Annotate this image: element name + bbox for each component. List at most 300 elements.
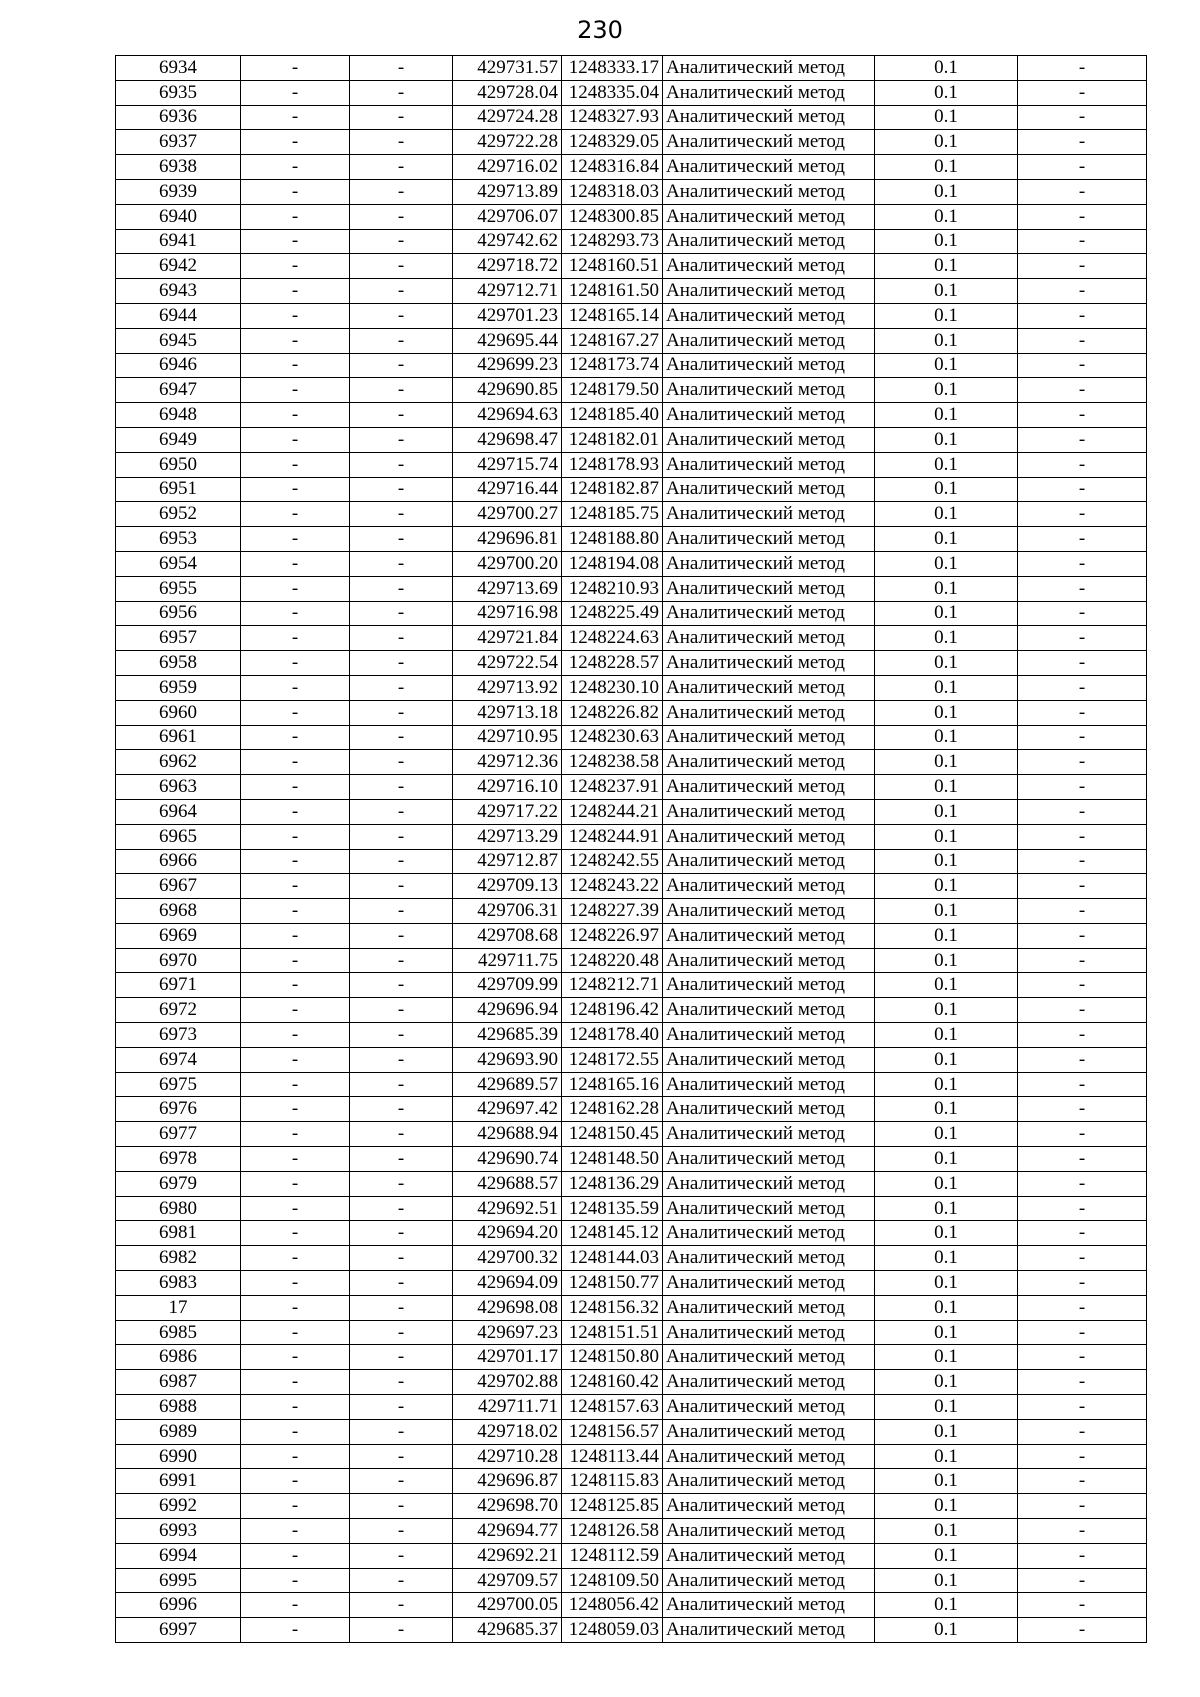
col-a-cell: - [241, 1593, 350, 1618]
y-coordinate-cell: 1248226.97 [562, 923, 663, 948]
point-id-cell: 6988 [116, 1395, 241, 1420]
note-cell: - [1018, 1221, 1147, 1246]
col-a-cell: - [241, 998, 350, 1023]
col-b-cell: - [350, 328, 453, 353]
col-b-cell: - [350, 973, 453, 998]
note-cell: - [1018, 477, 1147, 502]
col-b-cell: - [350, 105, 453, 130]
note-cell: - [1018, 1519, 1147, 1544]
note-cell: - [1018, 328, 1147, 353]
y-coordinate-cell: 1248318.03 [562, 179, 663, 204]
error-cell: 0.1 [875, 1543, 1018, 1568]
col-b-cell: - [350, 1370, 453, 1395]
table-row [116, 477, 1147, 502]
x-coordinate-cell: 429688.94 [453, 1122, 562, 1147]
note-cell: - [1018, 403, 1147, 428]
col-b-cell: - [350, 1246, 453, 1271]
x-coordinate-cell: 429689.57 [453, 1072, 562, 1097]
col-b-cell: - [350, 576, 453, 601]
point-id-cell: 6980 [116, 1196, 241, 1221]
point-id-cell: 6975 [116, 1072, 241, 1097]
error-cell: 0.1 [875, 973, 1018, 998]
error-cell: 0.1 [875, 576, 1018, 601]
x-coordinate-cell: 429716.02 [453, 155, 562, 180]
error-cell: 0.1 [875, 1345, 1018, 1370]
error-cell: 0.1 [875, 551, 1018, 576]
table-row [116, 551, 1147, 576]
method-cell: Аналитический метод [663, 626, 875, 651]
col-a-cell: - [241, 675, 350, 700]
y-coordinate-cell: 1248157.63 [562, 1395, 663, 1420]
table-row [116, 527, 1147, 552]
col-b-cell: - [350, 477, 453, 502]
table-body [116, 56, 1147, 1643]
point-id-cell: 6973 [116, 1023, 241, 1048]
x-coordinate-cell: 429685.37 [453, 1618, 562, 1643]
point-id-cell: 6987 [116, 1370, 241, 1395]
method-cell: Аналитический метод [663, 923, 875, 948]
x-coordinate-cell: 429728.04 [453, 80, 562, 105]
note-cell: - [1018, 1271, 1147, 1296]
error-cell: 0.1 [875, 1047, 1018, 1072]
note-cell: - [1018, 899, 1147, 924]
col-b-cell: - [350, 601, 453, 626]
col-b-cell: - [350, 626, 453, 651]
x-coordinate-cell: 429690.85 [453, 378, 562, 403]
y-coordinate-cell: 1248148.50 [562, 1147, 663, 1172]
y-coordinate-cell: 1248230.10 [562, 675, 663, 700]
y-coordinate-cell: 1248059.03 [562, 1618, 663, 1643]
point-id-cell: 6951 [116, 477, 241, 502]
error-cell: 0.1 [875, 1444, 1018, 1469]
x-coordinate-cell: 429698.08 [453, 1295, 562, 1320]
method-cell: Аналитический метод [663, 1519, 875, 1544]
method-cell: Аналитический метод [663, 1469, 875, 1494]
table-row [116, 1147, 1147, 1172]
table-row [116, 1543, 1147, 1568]
point-id-cell: 6978 [116, 1147, 241, 1172]
x-coordinate-cell: 429742.62 [453, 229, 562, 254]
point-id-cell: 6955 [116, 576, 241, 601]
point-id-cell: 6986 [116, 1345, 241, 1370]
col-b-cell: - [350, 675, 453, 700]
point-id-cell: 6936 [116, 105, 241, 130]
col-a-cell: - [241, 527, 350, 552]
x-coordinate-cell: 429690.74 [453, 1147, 562, 1172]
note-cell: - [1018, 427, 1147, 452]
col-b-cell: - [350, 948, 453, 973]
table-row [116, 1047, 1147, 1072]
method-cell: Аналитический метод [663, 353, 875, 378]
col-b-cell: - [350, 1221, 453, 1246]
y-coordinate-cell: 1248333.17 [562, 56, 663, 81]
error-cell: 0.1 [875, 824, 1018, 849]
note-cell: - [1018, 502, 1147, 527]
method-cell: Аналитический метод [663, 1246, 875, 1271]
x-coordinate-cell: 429692.21 [453, 1543, 562, 1568]
note-cell: - [1018, 179, 1147, 204]
error-cell: 0.1 [875, 1023, 1018, 1048]
note-cell: - [1018, 527, 1147, 552]
x-coordinate-cell: 429701.17 [453, 1345, 562, 1370]
error-cell: 0.1 [875, 1271, 1018, 1296]
coordinates-table [115, 55, 1147, 1643]
point-id-cell: 6965 [116, 824, 241, 849]
point-id-cell: 6934 [116, 56, 241, 81]
method-cell: Аналитический метод [663, 80, 875, 105]
table-row [116, 1419, 1147, 1444]
table-row [116, 1097, 1147, 1122]
point-id-cell: 6954 [116, 551, 241, 576]
col-a-cell: - [241, 254, 350, 279]
y-coordinate-cell: 1248316.84 [562, 155, 663, 180]
error-cell: 0.1 [875, 899, 1018, 924]
table-row [116, 254, 1147, 279]
col-a-cell: - [241, 1047, 350, 1072]
note-cell: - [1018, 56, 1147, 81]
col-b-cell: - [350, 155, 453, 180]
note-cell: - [1018, 1469, 1147, 1494]
col-a-cell: - [241, 1543, 350, 1568]
table-row [116, 1444, 1147, 1469]
method-cell: Аналитический метод [663, 1196, 875, 1221]
method-cell: Аналитический метод [663, 1395, 875, 1420]
point-id-cell: 6949 [116, 427, 241, 452]
error-cell: 0.1 [875, 1122, 1018, 1147]
x-coordinate-cell: 429721.84 [453, 626, 562, 651]
table-row [116, 328, 1147, 353]
method-cell: Аналитический метод [663, 254, 875, 279]
table-row [116, 799, 1147, 824]
x-coordinate-cell: 429692.51 [453, 1196, 562, 1221]
point-id-cell: 6957 [116, 626, 241, 651]
error-cell: 0.1 [875, 948, 1018, 973]
point-id-cell: 6948 [116, 403, 241, 428]
x-coordinate-cell: 429700.20 [453, 551, 562, 576]
x-coordinate-cell: 429731.57 [453, 56, 562, 81]
y-coordinate-cell: 1248156.57 [562, 1419, 663, 1444]
error-cell: 0.1 [875, 130, 1018, 155]
y-coordinate-cell: 1248160.42 [562, 1370, 663, 1395]
x-coordinate-cell: 429695.44 [453, 328, 562, 353]
method-cell: Аналитический метод [663, 1419, 875, 1444]
y-coordinate-cell: 1248329.05 [562, 130, 663, 155]
y-coordinate-cell: 1248150.45 [562, 1122, 663, 1147]
x-coordinate-cell: 429710.28 [453, 1444, 562, 1469]
table-row [116, 1246, 1147, 1271]
note-cell: - [1018, 1072, 1147, 1097]
error-cell: 0.1 [875, 303, 1018, 328]
y-coordinate-cell: 1248145.12 [562, 1221, 663, 1246]
error-cell: 0.1 [875, 1196, 1018, 1221]
y-coordinate-cell: 1248212.71 [562, 973, 663, 998]
col-a-cell: - [241, 1345, 350, 1370]
method-cell: Аналитический метод [663, 651, 875, 676]
method-cell: Аналитический метод [663, 279, 875, 304]
col-a-cell: - [241, 1171, 350, 1196]
x-coordinate-cell: 429713.69 [453, 576, 562, 601]
col-b-cell: - [350, 303, 453, 328]
error-cell: 0.1 [875, 477, 1018, 502]
col-b-cell: - [350, 1469, 453, 1494]
error-cell: 0.1 [875, 502, 1018, 527]
point-id-cell: 6962 [116, 750, 241, 775]
note-cell: - [1018, 279, 1147, 304]
x-coordinate-cell: 429713.92 [453, 675, 562, 700]
col-b-cell: - [350, 1196, 453, 1221]
col-b-cell: - [350, 1593, 453, 1618]
table-row [116, 725, 1147, 750]
col-b-cell: - [350, 998, 453, 1023]
error-cell: 0.1 [875, 1246, 1018, 1271]
note-cell: - [1018, 353, 1147, 378]
x-coordinate-cell: 429724.28 [453, 105, 562, 130]
col-a-cell: - [241, 1469, 350, 1494]
col-a-cell: - [241, 1221, 350, 1246]
note-cell: - [1018, 105, 1147, 130]
col-a-cell: - [241, 551, 350, 576]
y-coordinate-cell: 1248293.73 [562, 229, 663, 254]
col-b-cell: - [350, 1568, 453, 1593]
col-b-cell: - [350, 1494, 453, 1519]
note-cell: - [1018, 204, 1147, 229]
table-row [116, 1593, 1147, 1618]
point-id-cell: 6966 [116, 849, 241, 874]
col-a-cell: - [241, 427, 350, 452]
method-cell: Аналитический метод [663, 601, 875, 626]
note-cell: - [1018, 725, 1147, 750]
col-a-cell: - [241, 750, 350, 775]
point-id-cell: 6989 [116, 1419, 241, 1444]
col-b-cell: - [350, 849, 453, 874]
point-id-cell: 6985 [116, 1320, 241, 1345]
table-row [116, 849, 1147, 874]
table-row [116, 80, 1147, 105]
error-cell: 0.1 [875, 155, 1018, 180]
note-cell: - [1018, 1345, 1147, 1370]
y-coordinate-cell: 1248173.74 [562, 353, 663, 378]
y-coordinate-cell: 1248220.48 [562, 948, 663, 973]
col-b-cell: - [350, 353, 453, 378]
col-b-cell: - [350, 1023, 453, 1048]
method-cell: Аналитический метод [663, 998, 875, 1023]
col-b-cell: - [350, 1147, 453, 1172]
note-cell: - [1018, 923, 1147, 948]
note-cell: - [1018, 973, 1147, 998]
col-b-cell: - [350, 923, 453, 948]
point-id-cell: 6943 [116, 279, 241, 304]
col-b-cell: - [350, 403, 453, 428]
col-a-cell: - [241, 1444, 350, 1469]
y-coordinate-cell: 1248156.32 [562, 1295, 663, 1320]
point-id-cell: 6953 [116, 527, 241, 552]
point-id-cell: 6940 [116, 204, 241, 229]
x-coordinate-cell: 429688.57 [453, 1171, 562, 1196]
y-coordinate-cell: 1248112.59 [562, 1543, 663, 1568]
y-coordinate-cell: 1248178.40 [562, 1023, 663, 1048]
method-cell: Аналитический метод [663, 427, 875, 452]
note-cell: - [1018, 775, 1147, 800]
col-a-cell: - [241, 1271, 350, 1296]
y-coordinate-cell: 1248125.85 [562, 1494, 663, 1519]
error-cell: 0.1 [875, 204, 1018, 229]
point-id-cell: 6956 [116, 601, 241, 626]
method-cell: Аналитический метод [663, 551, 875, 576]
method-cell: Аналитический метод [663, 527, 875, 552]
x-coordinate-cell: 429711.71 [453, 1395, 562, 1420]
y-coordinate-cell: 1248151.51 [562, 1320, 663, 1345]
table-row [116, 973, 1147, 998]
y-coordinate-cell: 1248228.57 [562, 651, 663, 676]
col-a-cell: - [241, 874, 350, 899]
y-coordinate-cell: 1248115.83 [562, 1469, 663, 1494]
y-coordinate-cell: 1248144.03 [562, 1246, 663, 1271]
note-cell: - [1018, 1395, 1147, 1420]
col-a-cell: - [241, 1320, 350, 1345]
error-cell: 0.1 [875, 675, 1018, 700]
col-a-cell: - [241, 204, 350, 229]
point-id-cell: 6941 [116, 229, 241, 254]
error-cell: 0.1 [875, 1320, 1018, 1345]
note-cell: - [1018, 874, 1147, 899]
method-cell: Аналитический метод [663, 948, 875, 973]
table-row [116, 502, 1147, 527]
table-row [116, 874, 1147, 899]
x-coordinate-cell: 429709.57 [453, 1568, 562, 1593]
method-cell: Аналитический метод [663, 105, 875, 130]
point-id-cell: 6992 [116, 1494, 241, 1519]
point-id-cell: 6972 [116, 998, 241, 1023]
method-cell: Аналитический метод [663, 204, 875, 229]
x-coordinate-cell: 429700.32 [453, 1246, 562, 1271]
table-row [116, 700, 1147, 725]
method-cell: Аналитический метод [663, 576, 875, 601]
method-cell: Аналитический метод [663, 130, 875, 155]
x-coordinate-cell: 429718.02 [453, 1419, 562, 1444]
x-coordinate-cell: 429713.18 [453, 700, 562, 725]
error-cell: 0.1 [875, 1295, 1018, 1320]
x-coordinate-cell: 429701.23 [453, 303, 562, 328]
col-b-cell: - [350, 651, 453, 676]
method-cell: Аналитический метод [663, 1171, 875, 1196]
error-cell: 0.1 [875, 1147, 1018, 1172]
point-id-cell: 6937 [116, 130, 241, 155]
col-a-cell: - [241, 700, 350, 725]
x-coordinate-cell: 429696.94 [453, 998, 562, 1023]
col-a-cell: - [241, 105, 350, 130]
table-row [116, 1295, 1147, 1320]
note-cell: - [1018, 1593, 1147, 1618]
method-cell: Аналитический метод [663, 477, 875, 502]
table-row [116, 1320, 1147, 1345]
col-b-cell: - [350, 1519, 453, 1544]
method-cell: Аналитический метод [663, 799, 875, 824]
col-b-cell: - [350, 1295, 453, 1320]
point-id-cell: 6963 [116, 775, 241, 800]
error-cell: 0.1 [875, 1370, 1018, 1395]
col-a-cell: - [241, 1568, 350, 1593]
col-a-cell: - [241, 1072, 350, 1097]
note-cell: - [1018, 303, 1147, 328]
point-id-cell: 6944 [116, 303, 241, 328]
method-cell: Аналитический метод [663, 179, 875, 204]
table-row [116, 1370, 1147, 1395]
error-cell: 0.1 [875, 799, 1018, 824]
note-cell: - [1018, 998, 1147, 1023]
y-coordinate-cell: 1248194.08 [562, 551, 663, 576]
x-coordinate-cell: 429716.44 [453, 477, 562, 502]
table-row [116, 1122, 1147, 1147]
error-cell: 0.1 [875, 1519, 1018, 1544]
table-row [116, 1072, 1147, 1097]
error-cell: 0.1 [875, 874, 1018, 899]
point-id-cell: 6995 [116, 1568, 241, 1593]
point-id-cell: 6952 [116, 502, 241, 527]
note-cell: - [1018, 1196, 1147, 1221]
col-a-cell: - [241, 601, 350, 626]
point-id-cell: 6996 [116, 1593, 241, 1618]
error-cell: 0.1 [875, 56, 1018, 81]
point-id-cell: 6990 [116, 1444, 241, 1469]
x-coordinate-cell: 429716.98 [453, 601, 562, 626]
note-cell: - [1018, 1543, 1147, 1568]
method-cell: Аналитический метод [663, 403, 875, 428]
x-coordinate-cell: 429693.90 [453, 1047, 562, 1072]
col-b-cell: - [350, 130, 453, 155]
y-coordinate-cell: 1248244.21 [562, 799, 663, 824]
error-cell: 0.1 [875, 279, 1018, 304]
col-a-cell: - [241, 948, 350, 973]
x-coordinate-cell: 429709.13 [453, 874, 562, 899]
point-id-cell: 6993 [116, 1519, 241, 1544]
method-cell: Аналитический метод [663, 1097, 875, 1122]
col-a-cell: - [241, 899, 350, 924]
point-id-cell: 6977 [116, 1122, 241, 1147]
x-coordinate-cell: 429718.72 [453, 254, 562, 279]
x-coordinate-cell: 429694.77 [453, 1519, 562, 1544]
y-coordinate-cell: 1248244.91 [562, 824, 663, 849]
point-id-cell: 6945 [116, 328, 241, 353]
method-cell: Аналитический метод [663, 155, 875, 180]
point-id-cell: 6969 [116, 923, 241, 948]
error-cell: 0.1 [875, 403, 1018, 428]
col-b-cell: - [350, 775, 453, 800]
col-b-cell: - [350, 1171, 453, 1196]
point-id-cell: 6935 [116, 80, 241, 105]
note-cell: - [1018, 80, 1147, 105]
error-cell: 0.1 [875, 923, 1018, 948]
note-cell: - [1018, 1097, 1147, 1122]
col-a-cell: - [241, 1196, 350, 1221]
error-cell: 0.1 [875, 1072, 1018, 1097]
y-coordinate-cell: 1248167.27 [562, 328, 663, 353]
error-cell: 0.1 [875, 1568, 1018, 1593]
method-cell: Аналитический метод [663, 1593, 875, 1618]
col-b-cell: - [350, 799, 453, 824]
point-id-cell: 6997 [116, 1618, 241, 1643]
col-a-cell: - [241, 626, 350, 651]
y-coordinate-cell: 1248243.22 [562, 874, 663, 899]
x-coordinate-cell: 429717.22 [453, 799, 562, 824]
table-row [116, 1469, 1147, 1494]
x-coordinate-cell: 429698.47 [453, 427, 562, 452]
note-cell: - [1018, 1023, 1147, 1048]
x-coordinate-cell: 429700.27 [453, 502, 562, 527]
note-cell: - [1018, 1444, 1147, 1469]
col-b-cell: - [350, 527, 453, 552]
error-cell: 0.1 [875, 601, 1018, 626]
col-b-cell: - [350, 1097, 453, 1122]
